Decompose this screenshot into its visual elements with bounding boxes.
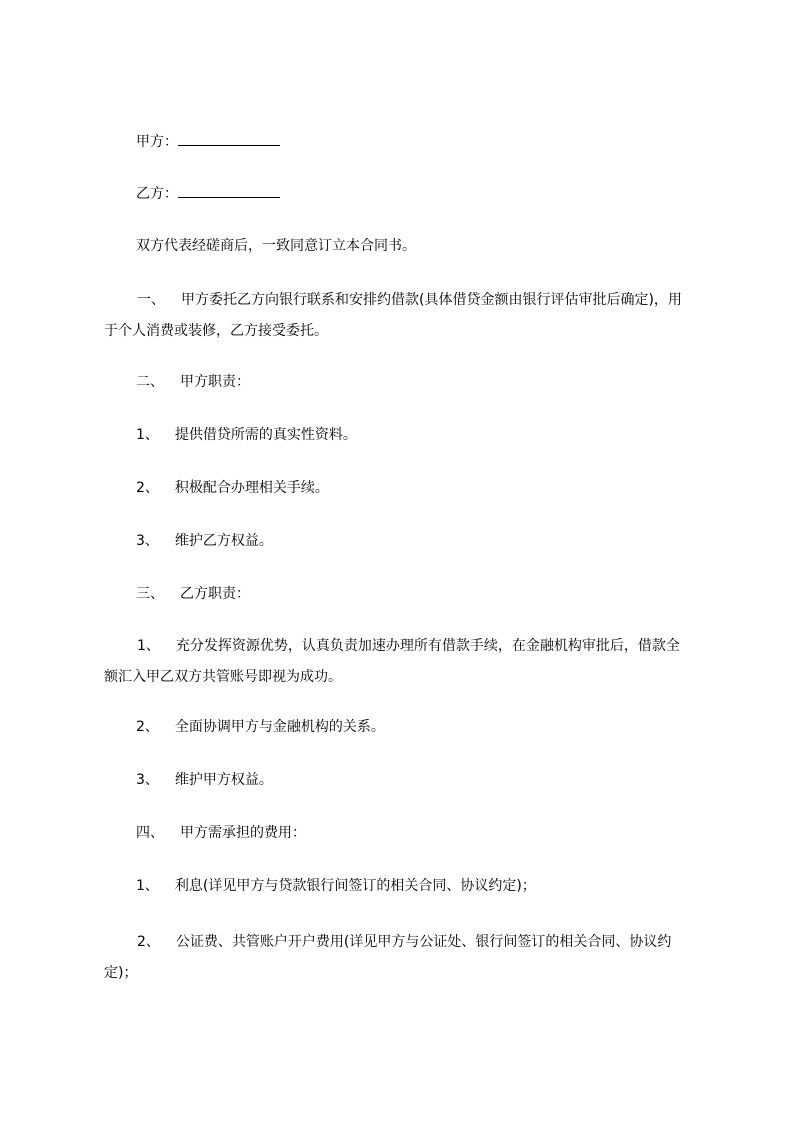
item-text: 利息(详见甲方与贷款银行间签订的相关合同、协议约定)； xyxy=(174,878,536,894)
party-b-line xyxy=(136,184,280,204)
item-number: 1、 xyxy=(136,878,159,894)
item-number: 3、 xyxy=(136,533,159,549)
clause-2-item-2 xyxy=(136,478,329,498)
clause-3-item-2 xyxy=(136,717,385,737)
item-number: 3、 xyxy=(136,772,159,788)
clause-2-item-1 xyxy=(136,425,357,445)
clause-3-title: 乙方职责： xyxy=(180,586,250,602)
clause-2-item-3 xyxy=(136,531,273,551)
item-text: 维护甲方权益。 xyxy=(174,772,273,788)
item-text: 积极配合办理相关手续。 xyxy=(174,480,329,496)
party-a-label: 甲方： xyxy=(136,134,178,150)
item-number: 2、 xyxy=(137,934,160,950)
clause-1 xyxy=(104,285,692,347)
party-b-label: 乙方： xyxy=(136,186,178,202)
clause-4-item-2 xyxy=(104,927,692,989)
item-text: 充分发挥资源优势，认真负责加速办理所有借款手续，在金融机构审批后，借款全额汇入甲乙双方共管账号即视为成功。 xyxy=(104,638,680,685)
clause-3-item-1 xyxy=(104,631,692,693)
intro-text: 双方代表经磋商后，一致同意订立本合同书。 xyxy=(136,238,416,254)
item-text: 全面协调甲方与金融机构的关系。 xyxy=(174,719,385,735)
clause-3-heading xyxy=(136,584,250,604)
clause-2-title: 甲方职责： xyxy=(180,374,250,390)
party-a-blank xyxy=(178,132,280,146)
clause-1-number: 一、 xyxy=(137,292,165,308)
item-number: 2、 xyxy=(136,480,159,496)
item-text: 提供借贷所需的真实性资料。 xyxy=(174,427,357,443)
clause-4-item-1 xyxy=(136,876,536,896)
clause-3-item-3 xyxy=(136,770,273,790)
item-number: 2、 xyxy=(136,719,159,735)
clause-3-number: 三、 xyxy=(136,586,164,602)
item-number: 1、 xyxy=(137,638,160,654)
party-b-blank xyxy=(178,184,280,198)
clause-4-heading xyxy=(136,823,306,843)
clause-2-number: 二、 xyxy=(136,374,164,390)
clause-4-title: 甲方需承担的费用： xyxy=(180,825,306,841)
item-number: 1、 xyxy=(136,427,159,443)
clause-4-number: 四、 xyxy=(136,825,164,841)
party-a-line xyxy=(136,132,280,152)
clause-1-text: 甲方委托乙方向银行联系和安排约借款(具体借贷金额由银行评估审批后确定)，用于个人消费或装修，乙方接受委托。 xyxy=(104,292,682,339)
item-text: 公证费、共管账户开户费用(详见甲方与公证处、银行间签订的相关合同、协议约定)； xyxy=(104,934,672,981)
item-text: 维护乙方权益。 xyxy=(174,533,273,549)
clause-2-heading xyxy=(136,372,250,392)
